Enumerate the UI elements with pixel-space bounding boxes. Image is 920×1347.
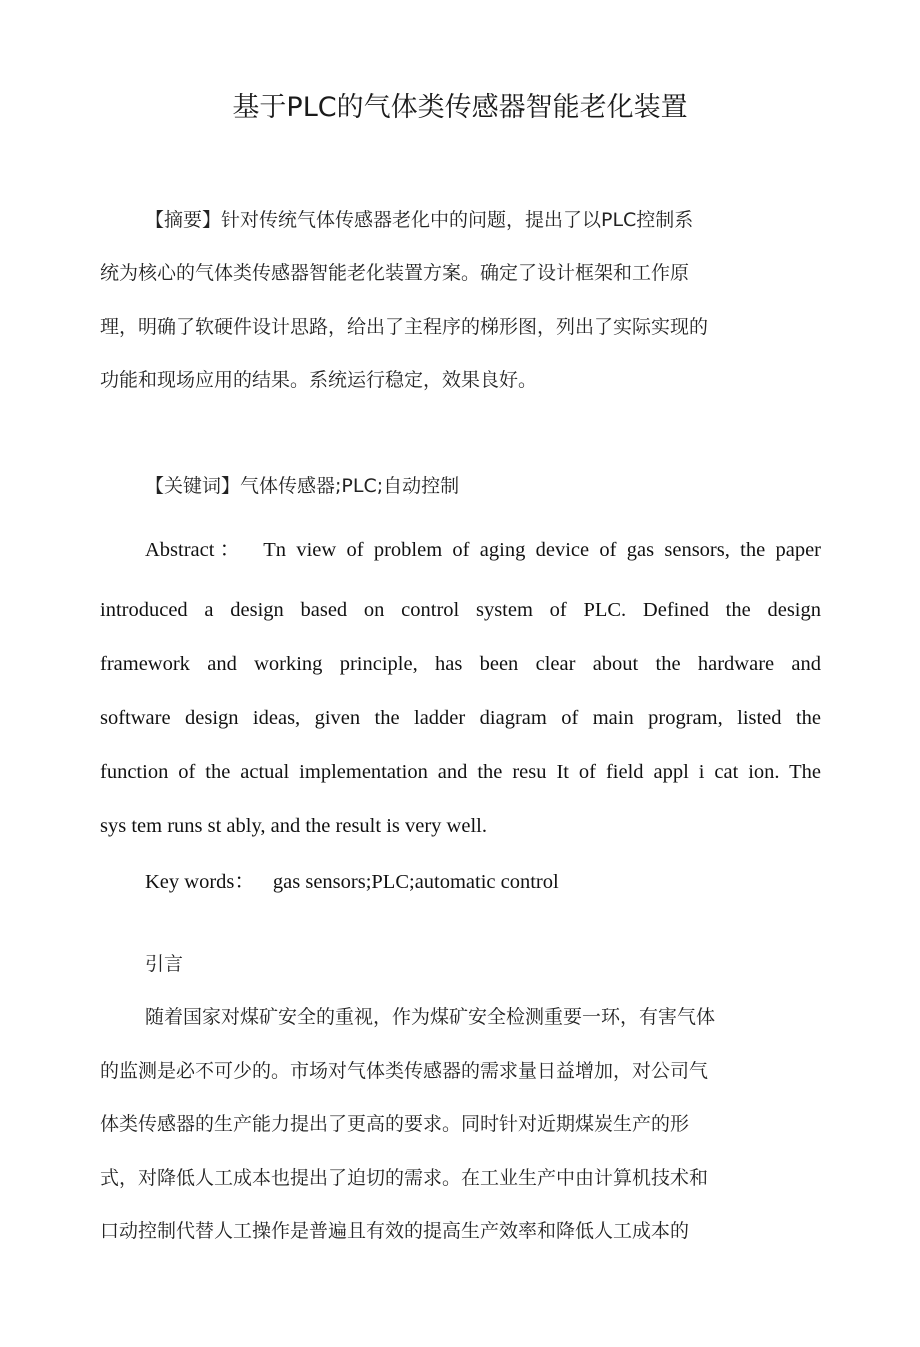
intro-line-1: 随着国家对煤矿安全的重视，作为煤矿安全检测重要一环，有害气体	[145, 1006, 716, 1028]
intro-line-3: 体类传感器的生产能力提出了更高的要求。同时针对近期煤炭生产的形	[100, 1113, 690, 1135]
abstract-cn-line-1: 【摘要】针对传统气体传感器老化中的问题，提出了以PLC控制系	[145, 209, 694, 231]
intro-line-5: 口动控制代替人工操作是普遍且有效的提高生产效率和降低人工成本的	[100, 1220, 690, 1242]
intro-line-4: 式，对降低人工成本也提出了迫切的需求。在工业生产中由计算机技术和	[100, 1167, 709, 1189]
paper-title: 基于PLC的气体类传感器智能老化装置	[232, 92, 688, 123]
intro-heading: 引言	[145, 953, 184, 975]
abstract-cn-line-4: 功能和现场应用的结果。系统运行稳定，效果良好。	[100, 369, 538, 391]
keywords-en-value: gas sensors;PLC;automatic control	[272, 871, 559, 893]
abstract-en-text: Tn view of problem of aging device of gas sensors, the paper	[263, 539, 821, 561]
keywords-cn: 【关键词】气体传感器;PLC;自动控制	[145, 475, 460, 497]
abstract-en-line-6: sys tem runs st ably, and the result is very well.	[100, 815, 487, 837]
keywords-en	[145, 868, 559, 896]
abstract-cn-line-3: 理，明确了软硬件设计思路，给出了主程序的梯形图，列出了实际实现的	[100, 316, 709, 338]
abstract-en-line-3: framework and working principle, has been clear about the hardware and	[100, 653, 821, 675]
abstract-en-line-5: function of the actual implementation and the resu It of field appl i cat ion. The	[100, 761, 821, 783]
abstract-en-line-4: software design ideas, given the ladder diagram of main program, listed the	[100, 707, 821, 729]
abstract-en-line-2: introduced a design based on control system of PLC. Defined the design	[100, 599, 821, 621]
keywords-en-label: Key words：	[145, 871, 255, 893]
abstract-cn-line-2: 统为核心的气体类传感器智能老化装置方案。确定了设计框架和工作原	[100, 262, 690, 284]
intro-line-2: 的监测是必不可少的。市场对气体类传感器的需求量日益增加，对公司气	[100, 1060, 709, 1082]
abstract-en-label: Abstract：	[145, 539, 246, 561]
abstract-en-line-1	[145, 536, 821, 564]
